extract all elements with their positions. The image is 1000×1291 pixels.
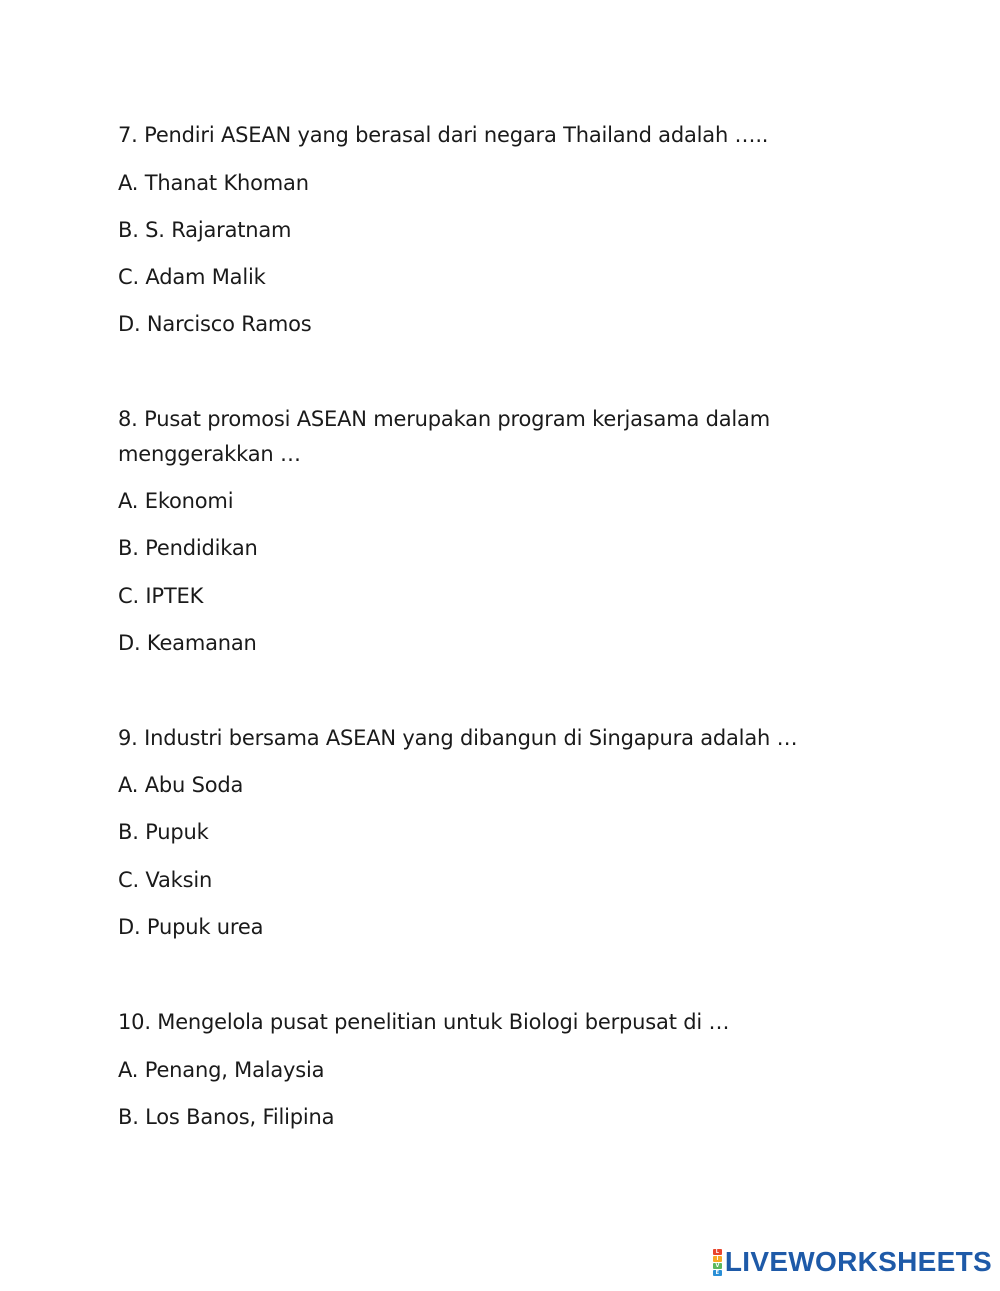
question-9-option-a: A. Abu Soda — [118, 773, 244, 797]
logo-block-l: L — [713, 1249, 722, 1255]
logo-blocks-icon — [713, 1249, 722, 1276]
question-8-stem-line2: menggerakkan … — [118, 442, 301, 466]
logo-block-e: E — [713, 1270, 722, 1276]
question-7-option-c: C. Adam Malik — [118, 265, 266, 289]
question-10-option-b: B. Los Banos, Filipina — [118, 1105, 335, 1129]
question-9-option-c: C. Vaksin — [118, 868, 213, 892]
question-8-option-c: C. IPTEK — [118, 584, 204, 608]
question-8-option-d: D. Keamanan — [118, 631, 257, 655]
logo-block-i: I — [713, 1256, 722, 1262]
question-9-stem: 9. Industri bersama ASEAN yang dibangun di Singapura adalah … — [118, 726, 798, 750]
question-7-option-a: A. Thanat Khoman — [118, 171, 309, 195]
question-7-option-b: B. S. Rajaratnam — [118, 218, 292, 242]
liveworksheets-logo — [713, 1247, 992, 1277]
question-8-option-b: B. Pendidikan — [118, 536, 258, 560]
question-8-option-a: A. Ekonomi — [118, 489, 234, 513]
question-7-option-d: D. Narcisco Ramos — [118, 312, 312, 336]
question-8-stem-line1: 8. Pusat promosi ASEAN merupakan program kerjasama dalam — [118, 407, 770, 431]
question-9-option-d: D. Pupuk urea — [118, 915, 264, 939]
logo-block-v: V — [713, 1263, 722, 1269]
question-7-stem: 7. Pendiri ASEAN yang berasal dari negara Thailand adalah ….. — [118, 123, 769, 147]
logo-text: LIVEWORKSHEETS — [724, 1246, 992, 1277]
question-10-stem: 10. Mengelola pusat penelitian untuk Biologi berpusat di … — [118, 1010, 730, 1034]
question-10-option-a: A. Penang, Malaysia — [118, 1058, 325, 1082]
question-9-option-b: B. Pupuk — [118, 820, 209, 844]
